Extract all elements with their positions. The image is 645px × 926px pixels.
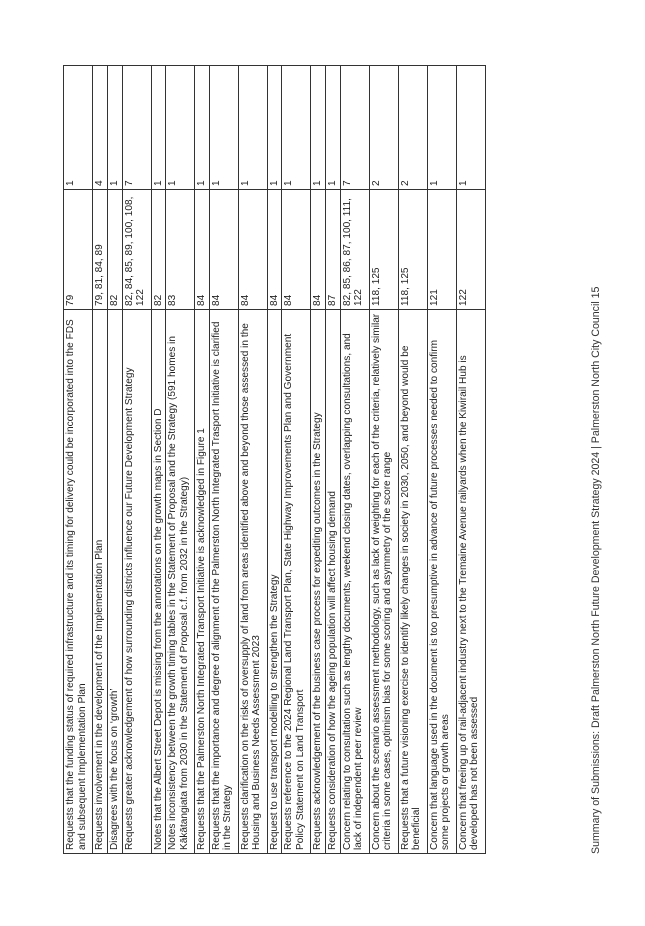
table-row bbox=[93, 66, 108, 854]
table-row bbox=[122, 66, 151, 854]
table-row bbox=[195, 66, 210, 854]
submission-count-cell: 1 bbox=[64, 66, 93, 190]
submission-description-cell: Notes that the Albert Street Depot is missing from the annotations on the growth maps in Section D bbox=[151, 310, 166, 854]
submitter-numbers-cell: 84 bbox=[282, 190, 311, 310]
submission-description-cell: Requests that the funding status of required infrastructure and its timing for delivery could be incorporated into the FDS and subsequent Implementation Plan bbox=[64, 310, 93, 854]
submitter-numbers-cell: 83 bbox=[166, 190, 195, 310]
submitter-numbers-cell: 82, 84, 85, 89, 100, 108, 122 bbox=[122, 190, 151, 310]
table-row bbox=[151, 66, 166, 854]
table-row bbox=[340, 66, 369, 854]
submission-description-cell: Requests clarification on the risks of oversupply of land from areas identified above and beyond those assessed in the Housing and Business Needs Assessment 2023 bbox=[238, 310, 267, 854]
submission-description-cell: Concern relating to consultation such as lengthy documents, weekend closing dates, overlapping consultations, and lack of independent peer review bbox=[340, 310, 369, 854]
submission-description-cell: Concern that language used in the document is too presumptive in advance of future processes needed to confirm some projects or growth areas bbox=[427, 310, 456, 854]
table-row bbox=[456, 66, 485, 854]
submitter-numbers-cell: 82 bbox=[151, 190, 166, 310]
table-row bbox=[209, 66, 238, 854]
submission-count-cell: 7 bbox=[122, 66, 151, 190]
submission-description-cell: Requests greater acknowledgement of how surrounding districts influence our Future Development Strategy bbox=[122, 310, 151, 854]
submitter-numbers-cell: 79, 81, 84, 89 bbox=[93, 190, 108, 310]
submission-description-cell: Requests reference to the 2024 Regional Land Transport Plan, State Highway Improvements Plan and Government Policy Statement on Land Transport bbox=[282, 310, 311, 854]
submission-description-cell: Requests that the importance and degree of alignment of the Palmerston North Integrated Trasport Initiative is clarified in the Strategy bbox=[209, 310, 238, 854]
submitter-numbers-cell: 84 bbox=[311, 190, 326, 310]
submission-count-cell: 1 bbox=[456, 66, 485, 190]
submission-count-cell: 1 bbox=[311, 66, 326, 190]
submission-description-cell: Requests that a future visioning exercise to identify likely changes in society in 2030, 2050, and beyond would be beneficial bbox=[398, 310, 427, 854]
submitter-numbers-cell: 84 bbox=[267, 190, 282, 310]
page-footer: Summary of Submissions: Draft Palmerston North Future Development Strategy 2024 | Palmerston North City Council 15 bbox=[590, 286, 602, 854]
table-row bbox=[238, 66, 267, 854]
submission-count-cell: 2 bbox=[398, 66, 427, 190]
table-row bbox=[427, 66, 456, 854]
submitter-numbers-cell: 84 bbox=[209, 190, 238, 310]
submission-count-cell: 1 bbox=[151, 66, 166, 190]
table-row bbox=[325, 66, 340, 854]
submission-count-cell: 4 bbox=[93, 66, 108, 190]
submission-count-cell: 1 bbox=[108, 66, 123, 190]
submitter-numbers-cell: 82 bbox=[108, 190, 123, 310]
submission-description-cell: Requests involvement in the development of the Implementation Plan bbox=[93, 310, 108, 854]
table-row bbox=[398, 66, 427, 854]
submission-description-cell: Disagrees with the focus on ‘growth’ bbox=[108, 310, 123, 854]
submission-count-cell: 1 bbox=[195, 66, 210, 190]
submission-count-cell: 1 bbox=[209, 66, 238, 190]
submitter-numbers-cell: 82, 85, 86, 87, 100, 111, 122 bbox=[340, 190, 369, 310]
submitter-numbers-cell: 84 bbox=[195, 190, 210, 310]
submission-description-cell: Concern that freeing up of rail-adjacent industry next to the Tremaine Avenue railyards when the Kiwirail Hub is developed has not been assessed bbox=[456, 310, 485, 854]
submitter-numbers-cell: 118, 125 bbox=[369, 190, 398, 310]
submission-count-cell: 1 bbox=[238, 66, 267, 190]
table-row bbox=[311, 66, 326, 854]
table-row bbox=[64, 66, 93, 854]
submission-count-cell: 1 bbox=[325, 66, 340, 190]
submitter-numbers-cell: 118, 125 bbox=[398, 190, 427, 310]
submission-count-cell: 1 bbox=[267, 66, 282, 190]
table-row bbox=[166, 66, 195, 854]
submissions-table bbox=[63, 65, 486, 854]
submission-description-cell: Requests that the Palmerston North Integrated Transport Initiative is acknowledged in Figure 1 bbox=[195, 310, 210, 854]
submitter-numbers-cell: 84 bbox=[238, 190, 267, 310]
submission-count-cell: 1 bbox=[282, 66, 311, 190]
submission-description-cell: Notes inconsistency between the growth timing tables in the Statement of Proposal and the Strategy (591 homes in Kākātangiata from 2030 in the Statement of Proposal c.f. from 2032 in the Strategy) bbox=[166, 310, 195, 854]
submitter-numbers-cell: 122 bbox=[456, 190, 485, 310]
table-row bbox=[369, 66, 398, 854]
submission-description-cell: Requests acknowledgement of the business case process for expediting outcomes in the Strategy bbox=[311, 310, 326, 854]
submitter-numbers-cell: 87 bbox=[325, 190, 340, 310]
submissions-table-body bbox=[64, 66, 486, 854]
submission-description-cell: Requests consideration of how the ageing population will affect housing demand bbox=[325, 310, 340, 854]
table-row bbox=[267, 66, 282, 854]
submission-count-cell: 7 bbox=[340, 66, 369, 190]
table-row bbox=[282, 66, 311, 854]
submission-count-cell: 2 bbox=[369, 66, 398, 190]
submitter-numbers-cell: 121 bbox=[427, 190, 456, 310]
submission-description-cell: Request to use transport modelling to strengthen the Strategy bbox=[267, 310, 282, 854]
submitter-numbers-cell: 79 bbox=[64, 190, 93, 310]
table-row bbox=[108, 66, 123, 854]
submission-count-cell: 1 bbox=[427, 66, 456, 190]
submission-description-cell: Concern about the scenario assessment methodology, such as lack of weighting for each of the criteria, relatively similar criteria in some cases, optimism bias for some scoring and asymmetry of the score range bbox=[369, 310, 398, 854]
submission-count-cell: 1 bbox=[166, 66, 195, 190]
